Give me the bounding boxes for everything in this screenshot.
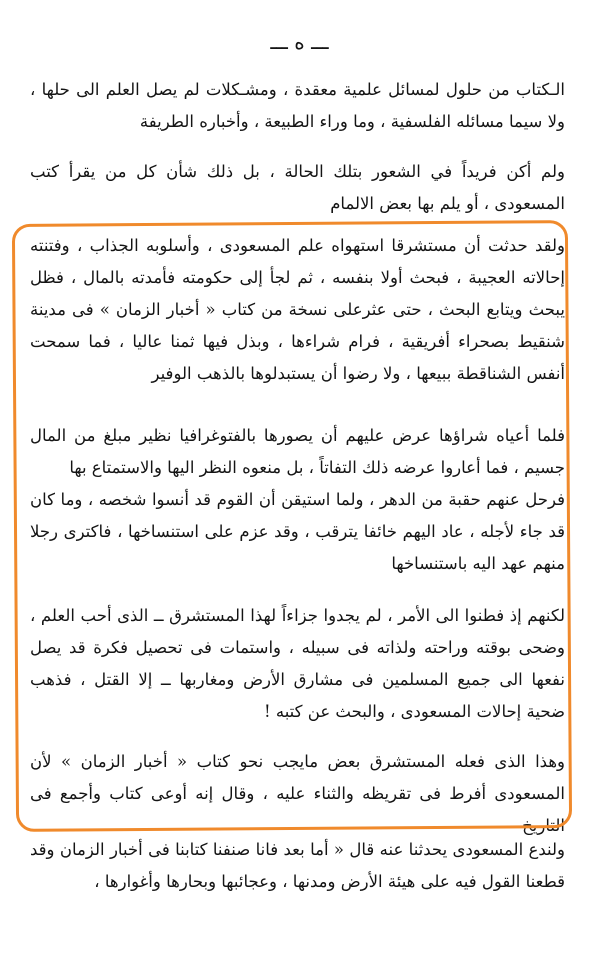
paragraph-8: ولندع المسعودى يحدثنا عنه قال « أما بعد فانا صنفنا كتابنا فى أخبار الزمان وقد قطعنا القول فيه على هيئة الأرض ومدنها ، وعجائبها وبحارها وأغوارها ، [30, 840, 565, 891]
paragraph-2: ولم أكن فريداً في الشعور بتلك الحالة ، بل ذلك شأن كل من يقرأ كتب المسعودى ، أو يلم بها بعض الالمام [30, 162, 565, 213]
paragraph-6: لكنهم إذ فطنوا الى الأمر ، لم يجدوا جزاءاً لهذا المستشرق ــ الذى أحب العلم ، وضحى بوقته وراحته ولذاته فى سبيله ، واستمات فى تحصيل فكرة قد يصل نفعها الى جميع المسلمين فى مشارق الأرض ومغاربها ــ إلا القتل ، فذهب ضحية إحالات المسعودى ، والبحث عن كتبه ! [30, 606, 565, 721]
paragraph-1: الـكتاب من حلول لمسائل علمية معقدة ، ومشـكلات لم يصل العلم الى حلها ، ولا سيما مسائله الفلسفية ، وما وراء الطبيعة ، وأخباره الطريفة [30, 80, 565, 131]
paragraph-3: ولقد حدثت أن مستشرقا استهواه علم المسعودى ، وأسلوبه الجذاب ، وفتنته إحالاته العجيبة ، فبحث أولا بنفسه ، ثم لجأ إلى حكومته فأمدته بالمال ، فظل يبحث ويتابع البحث ، حتى عثرعلى نسخة من كتاب « أخبار الزمان » فى مدينة شنقيط بصحراء أفريقية ، فرام شراءها ، وبذل فيها ثمنا عاليا ، فما سمحت أنفس الشناقطة ببيعها ، ولا رضوا أن يستبدلوها بالذهب الوفير [30, 236, 565, 383]
paragraph-4: فلما أعياه شراؤها عرض عليهم أن يصورها بالفتوغرافيا نظير مبلغ من المال جسيم ، فما أعاروا عرضه ذلك التفاتاً ، بل منعوه النظر اليها والاستمتاع بها [30, 426, 565, 477]
paragraph-5: فرحل عنهم حقبة من الدهر ، ولما استيقن أن القوم قد أنسوا شخصه ، وما كان قد جاء لأجله ، عاد اليهم خائفا يترقب ، وقد عزم على استنساخها ، فاكترى رجلا منهم عهد اليه باستنساخها [30, 490, 565, 573]
paragraph-7: وهذا الذى فعله المستشرق بعض مايجب نحو كتاب « أخبار الزمان » لأن المسعودى أفرط فى تقريظه والثناء عليه ، وقال إنه أوعى كتاب وأجمع فى التاريخ [30, 752, 565, 835]
page-number: ـــ ه ـــ [270, 30, 329, 54]
